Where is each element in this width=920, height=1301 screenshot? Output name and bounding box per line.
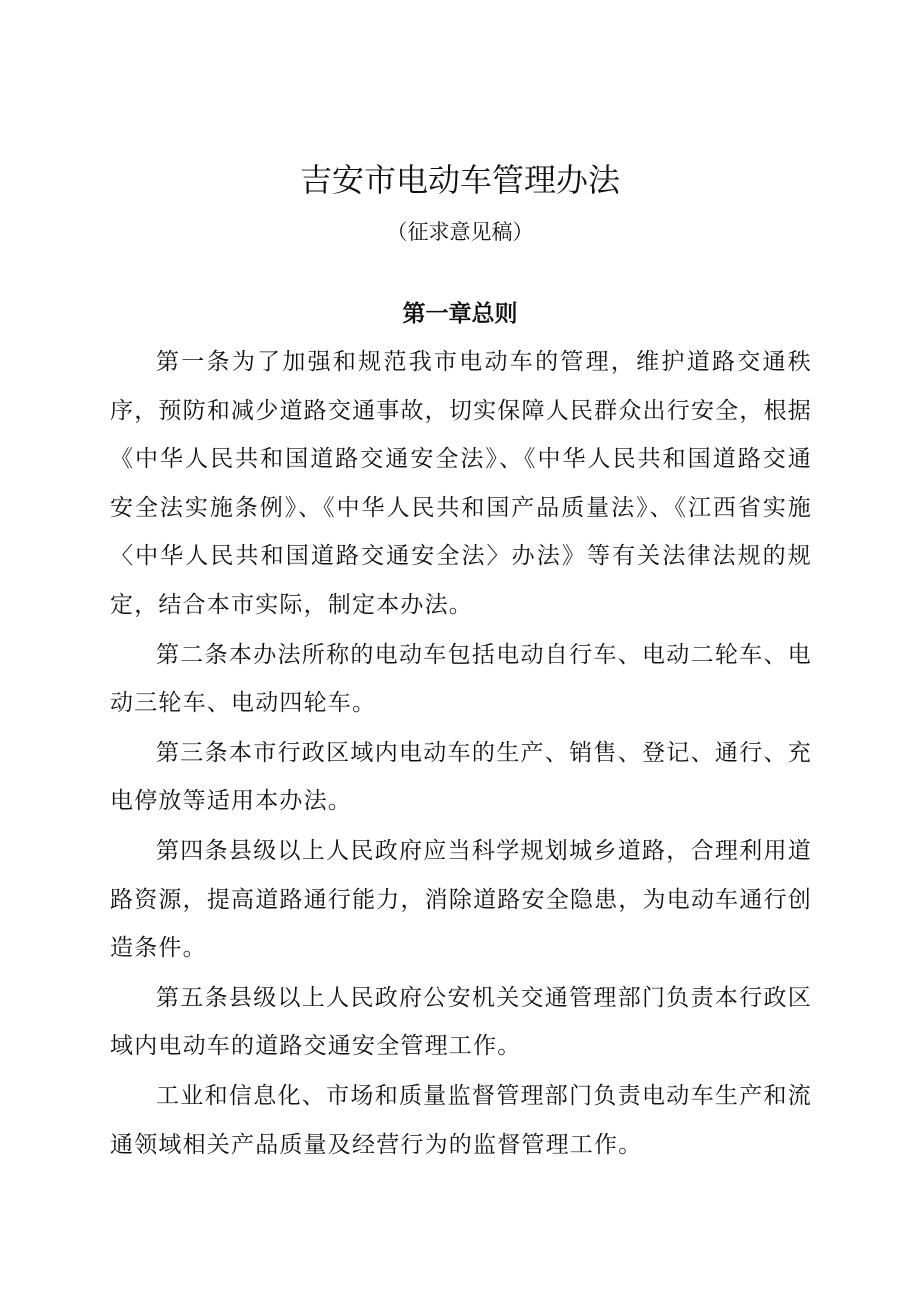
document-body [110, 338, 812, 1170]
chapter-heading: 第一章总则 [402, 301, 518, 327]
paragraph-article-5-continued: 工业和信息化、市场和质量监督管理部门负责电动车生产和流通领域相关产品质量及经营行为的监督管理工作。 [110, 1082, 812, 1158]
paragraph-article-2: 第二条本办法所称的电动车包括电动自行车、电动二轮车、电动三轮车、电动四轮车。 [110, 641, 812, 717]
document-title: 吉安市电动车管理办法 [299, 161, 620, 199]
paragraph-article-3: 第三条本市行政区域内电动车的生产、销售、登记、通行、充电停放等适用本办法。 [110, 739, 812, 815]
paragraph-article-5: 第五条县级以上人民政府公安机关交通管理部门负责本行政区域内电动车的道路交通安全管理工作。 [110, 984, 812, 1060]
document-subtitle: （征求意见稿） [386, 220, 534, 244]
paragraph-article-1: 第一条为了加强和规范我市电动车的管理，维护道路交通秩序，预防和减少道路交通事故，切实保障人民群众出行安全，根据《中华人民共和国道路交通安全法》、《中华人民共和国道路交通安全法实施条例》、《中华人民共和国产品质量法》、《江西省实施〈中华人民共和国道路交通安全法〉办法》等有关法律法规的规定，结合本市实际，制定本办法。 [110, 349, 812, 618]
paragraph-article-4: 第四条县级以上人民政府应当科学规划城乡道路，合理利用道路资源，提高道路通行能力，消除道路安全隐患，为电动车通行创造条件。 [110, 837, 812, 962]
